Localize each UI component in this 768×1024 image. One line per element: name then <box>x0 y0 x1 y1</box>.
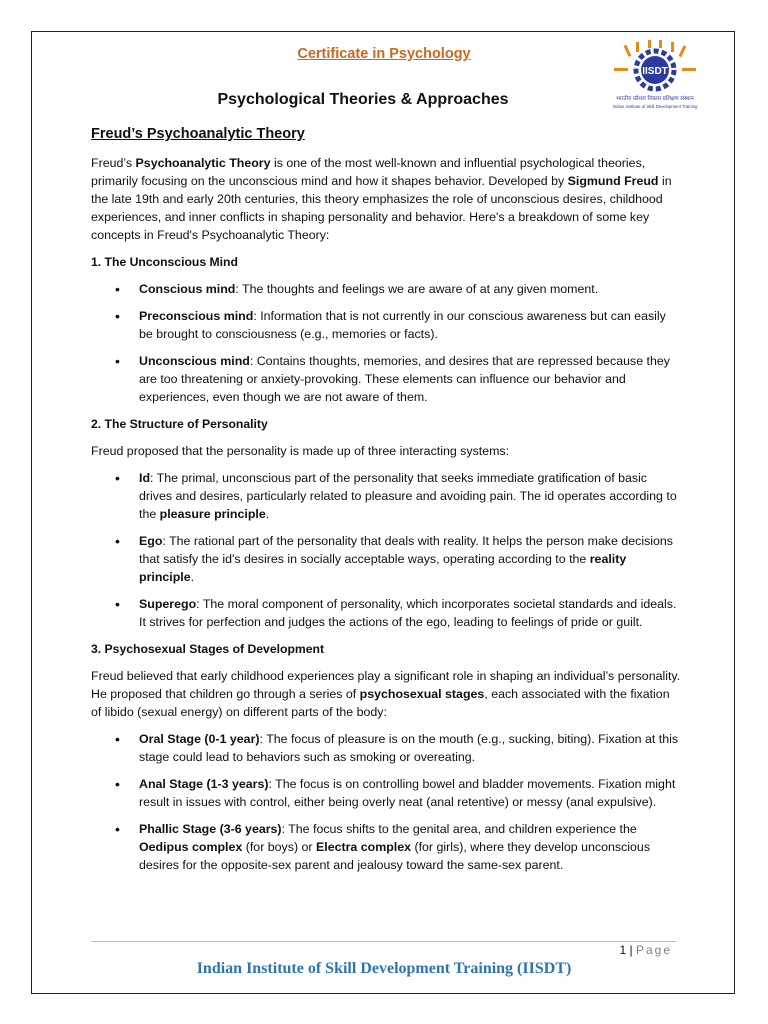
psychosexual-stages-list <box>91 730 681 874</box>
list-item: • Id: The primal, unconscious part of the personality that seeks immediate gratification of basic drives and desires, particularly related to pleasure and avoiding pain. The id operates according to the pleasure principle. <box>91 469 681 523</box>
list-item: • Phallic Stage (3-6 years): The focus shifts to the genital area, and children experience the Oedipus complex (for boys) or Electra complex (for girls), where they develop unconscious desires for the opposite-sex parent and jealousy toward the same-sex parent. <box>91 820 681 874</box>
document-title: Psychological Theories & Approaches <box>217 91 509 108</box>
logo-text: IISDT <box>642 66 668 77</box>
list-item: • Anal Stage (1-3 years): The focus is on controlling bowel and bladder movements. Fixation might result in issues with control, either being overly neat (anal retentive) or messy (anal expulsive). <box>91 775 681 811</box>
footer-institute-name: Indian Institute of Skill Development Training (IISDT) <box>196 960 572 977</box>
list-item: • Preconscious mind: Information that is not currently in our conscious awareness but can easily be brought to consciousness (e.g., memories or facts). <box>91 307 681 343</box>
subsection-heading-unconscious-mind: 1. The Unconscious Mind <box>91 255 238 269</box>
intro-paragraph: Freud’s Psychoanalytic Theory is one of the most well-known and influential psychological theories, primarily focusing on the unconscious mind and how it shapes behavior. Developed by Sigmund Freud in the late 19th and early 20th centuries, this theory emphasizes the role of unconscious desires, childhood experiences, and inner conflicts in shaping personality and behavior. Here's a breakdown of some key concepts in Freud's Psychoanalytic Theory: <box>91 156 672 242</box>
subsection-heading-psychosexual: 3. Psychosexual Stages of Development <box>91 642 325 656</box>
structure-intro: Freud proposed that the personality is made up of three interacting systems: <box>91 444 510 458</box>
list-item: • Unconscious mind: Contains thoughts, memories, and desires that are repressed because they are too threatening or anxiety-provoking. These elements can influence our behavior and experiences, even though we are not aware of them. <box>91 352 681 406</box>
psychosexual-intro: Freud believed that early childhood experiences play a significant role in shaping an individual’s personality. He proposed that children go through a series of psychosexual stages, each associated with the fixation of libido (sexual energy) on different parts of the body: <box>91 669 681 719</box>
list-item: • Ego: The rational part of the personality that deals with reality. It helps the person make decisions that satisfy the id's desires in socially acceptable ways, operating according to the reality principle. <box>91 532 681 586</box>
list-item: • Oral Stage (0-1 year): The focus of pleasure is on the mouth (e.g., sucking, biting). Fixation at this stage could lead to behaviors such as smoking or overeating. <box>91 730 681 766</box>
list-item: • Superego: The moral component of personality, which incorporates societal standards and ideals. It strives for perfection and judges the actions of the ego, leading to feelings of pride or guilt. <box>91 595 681 631</box>
list-item: • Conscious mind: The thoughts and feelings we are aware of at any given moment. <box>91 280 681 298</box>
subsection-heading-structure: 2. The Structure of Personality <box>91 417 268 431</box>
personality-structure-list <box>91 469 681 631</box>
unconscious-mind-list <box>91 280 681 406</box>
section-heading: Freud’s Psychoanalytic Theory <box>91 126 305 142</box>
document-body <box>91 124 681 883</box>
logo-subcaption: Indian Institute of Skill Development Training <box>612 104 698 109</box>
page-number: 1 | Page <box>619 943 672 957</box>
footer-divider <box>91 941 676 942</box>
certificate-title: Certificate in Psychology <box>297 46 471 62</box>
logo-caption: भारतीय कौशल विकास प्रशिक्षण संस्थान <box>616 96 694 102</box>
